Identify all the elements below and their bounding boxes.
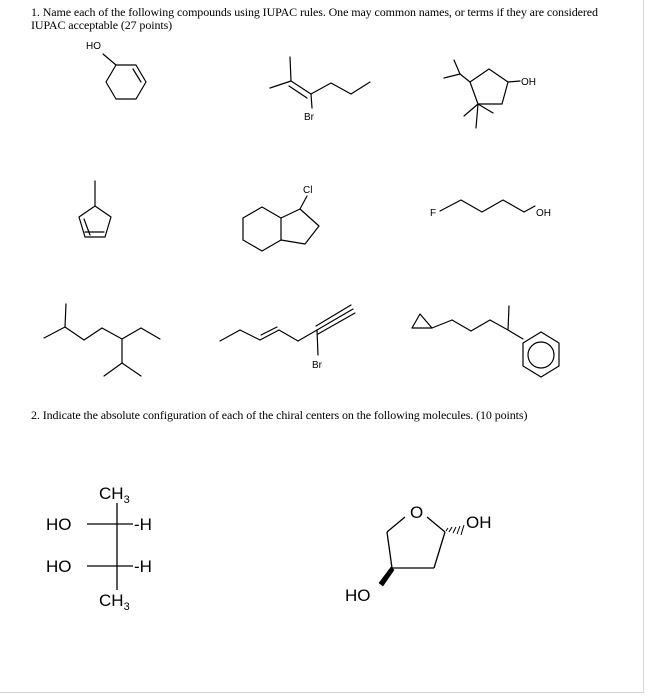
molecule-methylcyclopentadiene (79, 181, 111, 237)
label-br-alkene: Br (304, 112, 314, 123)
molecule-bromo-alkene (270, 57, 370, 108)
label-oh-thf: OH (466, 513, 492, 532)
label-cl-hydrindane: Cl (303, 185, 313, 196)
label-ho-thf: HO (345, 586, 371, 605)
label-ring-oxygen: O (410, 503, 424, 522)
molecule-bromo-enyne (220, 305, 355, 355)
molecule-chloro-hydrindane (243, 196, 319, 251)
label-ch3-top: $CH_3$ (99, 484, 130, 506)
label-h-lower: -H (134, 557, 152, 576)
fischer-projection (87, 503, 133, 590)
molecule-fluoro-hexanol (440, 200, 535, 212)
label-ho-cyclohexenol: HO (86, 41, 101, 52)
label-ho-lower: HO (46, 557, 72, 576)
label-oh-cyclopentanol: OH (521, 77, 536, 88)
label-oh-hexanol: OH (536, 208, 551, 219)
label-ch3-bottom: $CH_3$ (99, 591, 130, 613)
label-f-hexanol: F (430, 208, 437, 219)
label-br-enyne: Br (312, 360, 322, 371)
molecule-branched-alkane (44, 304, 160, 376)
question-2-text: 2. Indicate the absolute configuration of each of the chiral centers on the following molecules. (10 points) (31, 408, 528, 422)
molecule-cyclopropyl-phenyl (412, 306, 559, 377)
molecule-cyclopentanol (444, 60, 520, 128)
molecule-tetrahydrofuran-diol (379, 517, 464, 586)
label-h-upper: -H (134, 515, 152, 534)
question-1-text: 1. Name each of the following compounds using IUPAC rules. One may common names, or terms if they are considered IUPAC acceptable (27 points) (31, 5, 598, 32)
molecule-cyclohexenol (103, 54, 146, 99)
label-ho-upper: HO (46, 515, 72, 534)
